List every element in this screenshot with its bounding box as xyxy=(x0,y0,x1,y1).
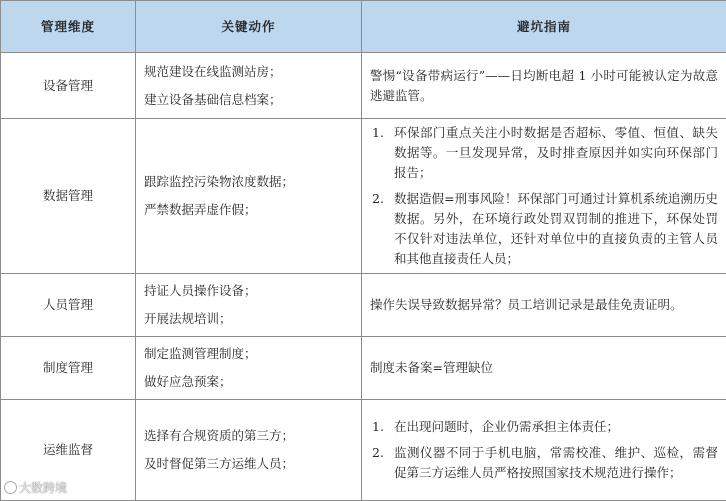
dimension-cell: 设备管理 xyxy=(1,53,136,119)
dimension-cell: 数据管理 xyxy=(1,119,136,274)
action-item: 做好应急预案； xyxy=(144,372,351,392)
action-item: 建立设备基础信息档案； xyxy=(144,90,351,110)
guide-cell xyxy=(362,337,726,400)
guide-item-text: 监测仪器不同于手机电脑，常需校准、维护、巡检，需督促第三方运维人员严格按照国家技术规范进行操作； xyxy=(394,445,718,480)
guide-cell xyxy=(362,400,726,501)
guide-item-number: 2. xyxy=(372,189,384,209)
table-row xyxy=(1,53,726,119)
table-row xyxy=(1,119,726,274)
actions-cell xyxy=(136,337,362,400)
guide-cell xyxy=(362,119,726,274)
guide-item xyxy=(370,417,718,437)
guide-item-text: 在出现问题时，企业仍需承担主体责任； xyxy=(394,419,619,434)
action-item: 严禁数据弄虚作假； xyxy=(144,200,351,220)
header-dimension: 管理维度 xyxy=(1,1,136,53)
actions-cell xyxy=(136,53,362,119)
guide-item-text: 数据造假=刑事风险！环保部门可通过计算机系统追溯历史数据。另外，在环境行政处罚双罚制的推进下，环保处罚不仅针对违法单位，还针对单位中的直接负责的主管人员和其他直接责任人员； xyxy=(394,191,718,266)
actions-cell xyxy=(136,274,362,337)
actions-cell xyxy=(136,400,362,501)
table-row xyxy=(1,274,726,337)
watermark-logo-icon xyxy=(4,481,17,494)
table-row xyxy=(1,337,726,400)
guide-cell xyxy=(362,53,726,119)
guide-item-number: 1. xyxy=(372,123,384,143)
dimension-cell: 制度管理 xyxy=(1,337,136,400)
action-item: 制定监测管理制度； xyxy=(144,344,351,364)
guide-list xyxy=(370,417,718,483)
guide-cell xyxy=(362,274,726,337)
guide-item xyxy=(370,189,718,269)
header-pitfall-guide: 避坑指南 xyxy=(362,1,726,53)
guide-item xyxy=(370,123,718,183)
watermark xyxy=(4,479,67,496)
action-item: 规范建设在线监测站房； xyxy=(144,62,351,82)
guide-text: 操作失误导致数据异常？员工培训记录是最佳免责证明。 xyxy=(370,297,683,312)
action-item: 持证人员操作设备； xyxy=(144,281,351,301)
guide-item-number: 1. xyxy=(372,417,384,437)
guide-list xyxy=(370,123,718,269)
action-item: 开展法规培训； xyxy=(144,309,351,329)
watermark-text: 大数跨境 xyxy=(19,479,67,496)
action-item: 选择有合规资质的第三方； xyxy=(144,426,351,446)
header-key-actions: 关键动作 xyxy=(136,1,362,53)
table-row xyxy=(1,400,726,501)
header-row xyxy=(1,1,726,53)
guide-text: 制度未备案=管理缺位 xyxy=(370,360,493,375)
dimension-cell: 运维监督 xyxy=(1,400,136,501)
action-item: 跟踪监控污染物浓度数据； xyxy=(144,172,351,192)
guide-item-number: 2. xyxy=(372,443,384,463)
actions-cell xyxy=(136,119,362,274)
dimension-cell: 人员管理 xyxy=(1,274,136,337)
guide-text: 警惕“设备带病运行”——日均断电超 1 小时可能被认定为故意逃避监管。 xyxy=(370,68,718,103)
guide-item xyxy=(370,443,718,483)
guide-item-text: 环保部门重点关注小时数据是否超标、零值、恒值、缺失数据等。一旦发现异常，及时排查原因并如实向环保部门报告； xyxy=(394,125,718,180)
action-item: 及时督促第三方运维人员； xyxy=(144,454,351,474)
